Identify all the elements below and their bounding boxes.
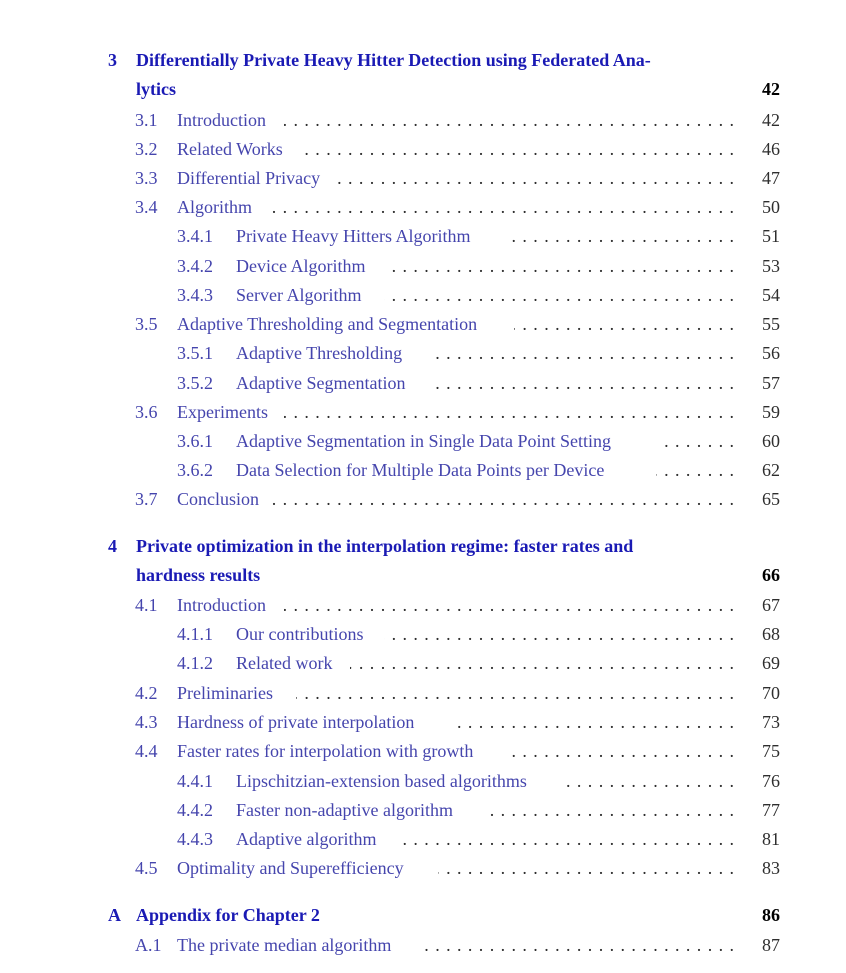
page-number: 77 [762, 800, 780, 820]
subsection-title[interactable]: Device Algorithm [236, 256, 366, 276]
subsection-number: 3.5.2 [177, 373, 213, 393]
toc-entry-4-3[interactable] [0, 713, 846, 742]
toc-entry-3-5-1[interactable] [0, 344, 846, 373]
subsection-title[interactable]: Private Heavy Hitters Algorithm [236, 226, 471, 246]
section-number: 3.7 [135, 489, 158, 509]
section-title[interactable]: Hardness of private interpolation [177, 712, 415, 732]
toc-entry-4-4-3[interactable] [0, 830, 846, 859]
page-number: 73 [762, 712, 780, 732]
subsection-title[interactable]: Related work [236, 653, 333, 673]
page-number: 50 [762, 197, 780, 217]
section-title[interactable]: Differential Privacy [177, 168, 321, 188]
subsection-number: 3.5.1 [177, 343, 213, 363]
dot-leader [284, 596, 734, 614]
chapter-page-number: 66 [762, 565, 780, 585]
toc-entry-a-1[interactable] [0, 936, 846, 965]
dot-leader [270, 490, 734, 508]
chapter-title-continued[interactable]: lytics [136, 79, 176, 99]
chapter-title[interactable]: Differentially Private Heavy Hitter Detection using Federated Ana- [136, 50, 651, 70]
toc-entry-4-5[interactable] [0, 859, 846, 888]
subsection-title[interactable]: Server Algorithm [236, 285, 362, 305]
appendix-page-number: 86 [762, 905, 780, 925]
section-title[interactable]: The private median algorithm [177, 935, 392, 955]
subsection-title[interactable]: Faster non-adaptive algorithm [236, 800, 453, 820]
dot-leader [266, 198, 734, 216]
dot-leader [484, 801, 734, 819]
page-number: 51 [762, 226, 780, 246]
toc-entry-4-1-2[interactable] [0, 654, 846, 683]
chapter-page-number: 42 [762, 79, 780, 99]
appendix-letter: A [108, 905, 121, 925]
toc-entry-3-6-1[interactable] [0, 432, 846, 461]
chapter-title[interactable]: Private optimization in the interpolation regime: faster rates and [136, 536, 634, 556]
page-number: 81 [762, 829, 780, 849]
toc-entry-3-7[interactable] [0, 490, 846, 519]
toc-entry-4-2[interactable] [0, 684, 846, 713]
section-title[interactable]: Experiments [177, 402, 268, 422]
subsection-title[interactable]: Adaptive Segmentation [236, 373, 406, 393]
section-number: 4.3 [135, 712, 158, 732]
section-number: 3.1 [135, 110, 158, 130]
page-number: 75 [762, 741, 780, 761]
dot-leader [300, 140, 734, 158]
page-number: 55 [762, 314, 780, 334]
toc-entry-4-4-1[interactable] [0, 772, 846, 801]
section-title[interactable]: Introduction [177, 595, 266, 615]
dot-leader [428, 344, 734, 362]
section-title[interactable]: Optimality and Superefficiency [177, 858, 404, 878]
page-number: 53 [762, 256, 780, 276]
page-number: 60 [762, 431, 780, 451]
page-number: 87 [762, 935, 780, 955]
section-number: A.1 [135, 935, 162, 955]
page-number: 62 [762, 460, 780, 480]
toc-entry-3-6-2[interactable] [0, 461, 846, 490]
subsection-number: 3.4.2 [177, 256, 213, 276]
page-number: 76 [762, 771, 780, 791]
dot-leader [384, 625, 734, 643]
toc-entry-3-4[interactable] [0, 198, 846, 227]
dot-leader [456, 713, 734, 731]
chapter-3-heading[interactable] [0, 51, 846, 80]
toc-entry-3-4-3[interactable] [0, 286, 846, 315]
dot-leader [338, 169, 734, 187]
page-number: 54 [762, 285, 780, 305]
section-number: 3.5 [135, 314, 158, 334]
toc-entry-3-2[interactable] [0, 140, 846, 169]
page-number: 68 [762, 624, 780, 644]
section-number: 3.4 [135, 197, 158, 217]
subsection-title[interactable]: Adaptive algorithm [236, 829, 377, 849]
page-number: 59 [762, 402, 780, 422]
dot-leader [566, 772, 734, 790]
chapter-number: 4 [108, 536, 117, 556]
toc-entry-4-1[interactable] [0, 596, 846, 625]
dot-leader [284, 403, 734, 421]
dot-leader [350, 654, 734, 672]
subsection-number: 3.4.3 [177, 285, 213, 305]
section-title[interactable]: Algorithm [177, 197, 252, 217]
dot-leader [428, 374, 734, 392]
dot-leader [396, 830, 734, 848]
appendix-title[interactable]: Appendix for Chapter 2 [136, 905, 320, 925]
chapter-title-continued[interactable]: hardness results [136, 565, 261, 585]
section-number: 4.5 [135, 858, 158, 878]
chapter-number: 3 [108, 50, 117, 70]
subsection-title[interactable]: Adaptive Segmentation in Single Data Point Setting [236, 431, 611, 451]
subsection-title[interactable]: Our contributions [236, 624, 364, 644]
page-number: 70 [762, 683, 780, 703]
dot-leader [424, 936, 734, 954]
chapter-4-heading-continued[interactable] [0, 566, 846, 595]
page-number: 69 [762, 653, 780, 673]
page-number: 67 [762, 595, 780, 615]
toc-entry-3-6[interactable] [0, 403, 846, 432]
dot-leader [384, 286, 734, 304]
section-title[interactable]: Adaptive Thresholding and Segmentation [177, 314, 478, 334]
dot-leader [514, 315, 734, 333]
section-number: 4.1 [135, 595, 158, 615]
section-number: 3.2 [135, 139, 158, 159]
subsection-number: 3.4.1 [177, 226, 213, 246]
toc-entry-3-3[interactable] [0, 169, 846, 198]
subsection-number: 4.1.1 [177, 624, 213, 644]
subsection-number: 4.4.2 [177, 800, 213, 820]
section-number: 4.2 [135, 683, 158, 703]
subsection-title[interactable]: Data Selection for Multiple Data Points per Device [236, 460, 605, 480]
chapter-3-heading-continued[interactable] [0, 80, 846, 109]
toc-entry-3-1[interactable] [0, 111, 846, 140]
subsection-title[interactable]: Lipschitzian-extension based algorithms [236, 771, 527, 791]
page-number: 56 [762, 343, 780, 363]
page-number: 83 [762, 858, 780, 878]
chapter-4-heading[interactable] [0, 537, 846, 566]
section-number: 3.6 [135, 402, 158, 422]
page-number: 46 [762, 139, 780, 159]
dot-leader [284, 111, 734, 129]
dot-leader [386, 257, 734, 275]
subsection-number: 4.4.3 [177, 829, 213, 849]
dot-leader [296, 684, 734, 702]
dot-leader [656, 461, 734, 479]
toc-entry-3-5[interactable] [0, 315, 846, 344]
section-number: 3.3 [135, 168, 158, 188]
toc-entry-4-4-2[interactable] [0, 801, 846, 830]
section-number: 4.4 [135, 741, 158, 761]
page-number: 42 [762, 110, 780, 130]
toc-entry-4-1-1[interactable] [0, 625, 846, 654]
dot-leader [660, 432, 734, 450]
toc-entry-4-4[interactable] [0, 742, 846, 771]
appendix-a-heading[interactable] [0, 906, 846, 935]
subsection-number: 3.6.1 [177, 431, 213, 451]
dot-leader [438, 859, 734, 877]
subsection-number: 4.4.1 [177, 771, 213, 791]
section-title[interactable]: Related Works [177, 139, 283, 159]
section-title[interactable]: Preliminaries [177, 683, 273, 703]
dot-leader [510, 227, 734, 245]
subsection-title[interactable]: Adaptive Thresholding [236, 343, 403, 363]
toc-entry-3-5-2[interactable] [0, 374, 846, 403]
section-title[interactable]: Introduction [177, 110, 266, 130]
page-number: 57 [762, 373, 780, 393]
subsection-number: 4.1.2 [177, 653, 213, 673]
section-title[interactable]: Faster rates for interpolation with growth [177, 741, 474, 761]
subsection-number: 3.6.2 [177, 460, 213, 480]
page-number: 47 [762, 168, 780, 188]
page-number: 65 [762, 489, 780, 509]
dot-leader [512, 742, 734, 760]
toc-entry-3-4-1[interactable] [0, 227, 846, 256]
toc-entry-3-4-2[interactable] [0, 257, 846, 286]
section-title[interactable]: Conclusion [177, 489, 260, 509]
